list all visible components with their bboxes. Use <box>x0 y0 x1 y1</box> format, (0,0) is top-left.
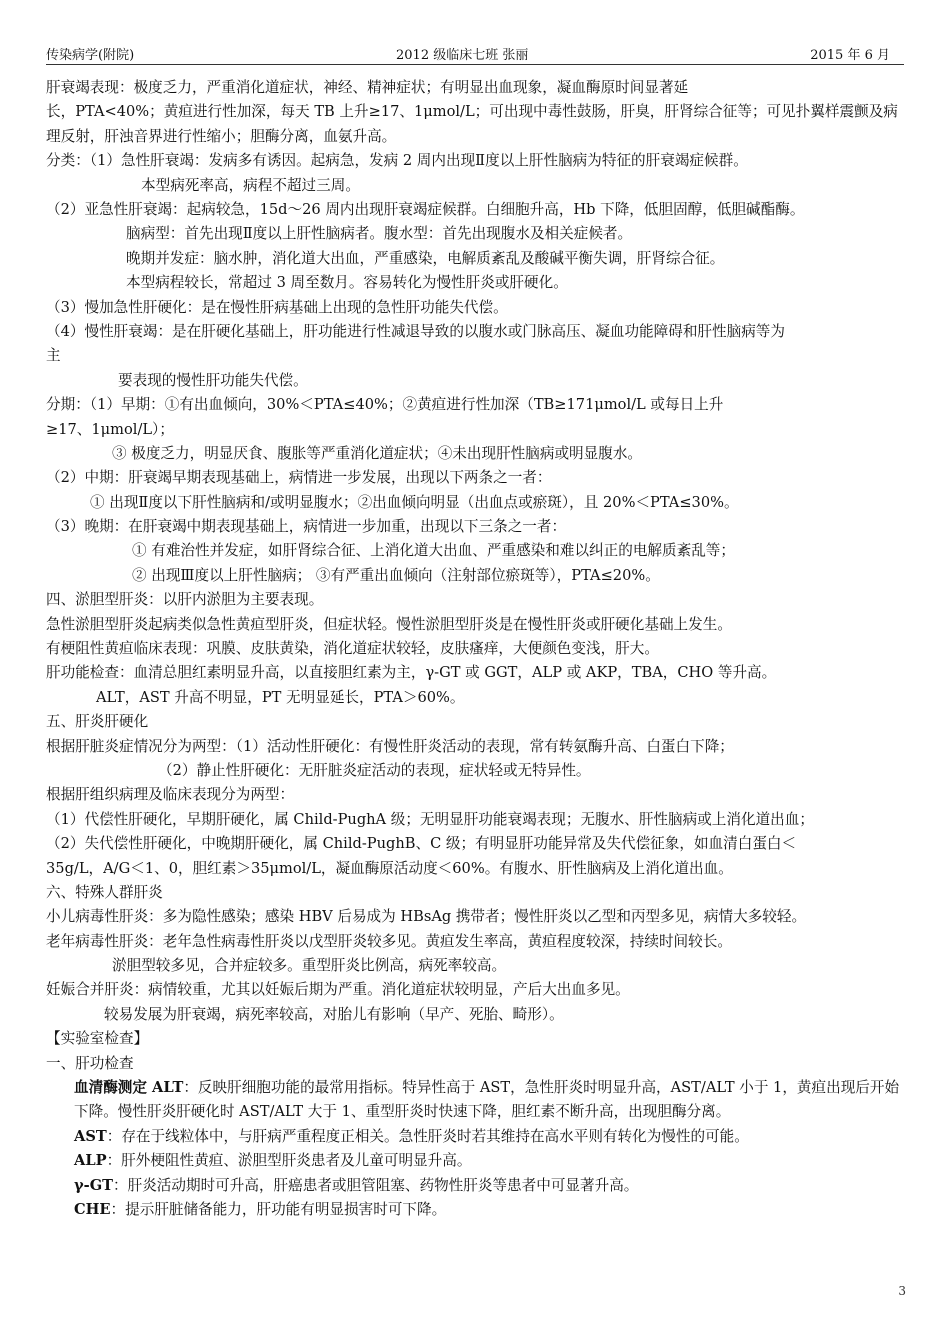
text-line: ③ 极度乏力，明显厌食、腹胀等严重消化道症状；④未出现肝性脑病或明显腹水。 <box>112 444 643 462</box>
text-line: （2）中期：肝衰竭早期表现基础上，病情进一步发展，出现以下两条之一者： <box>46 469 552 487</box>
text-line: （2）静止性肝硬化：无肝脏炎症活动的表现，症状轻或无特异性。 <box>158 761 591 779</box>
text-line: ① 出现Ⅱ度以下肝性脑病和/或明显腹水；②出血倾向明显（出血点或瘀斑），且 20%＜PTA≤30%。 <box>90 493 739 511</box>
text-line: （2）亚急性肝衰竭：起病较急，15d～26 周内出现肝衰竭症候群。白细胞升高，Hb 下降，低胆固醇，低胆碱酯酶。 <box>46 200 805 218</box>
text-line: ALT，AST 升高不明显，PT 无明显延长，PTA＞60%。 <box>96 688 465 706</box>
text-line: （3）慢加急性肝硬化：是在慢性肝病基础上出现的急性肝功能失代偿。 <box>46 298 508 316</box>
lab-term: AST <box>74 1127 107 1145</box>
text-line: （1）代偿性肝硬化，早期肝硬化，属 Child-PughA 级；无明显肝功能衰竭表现；无腹水、肝性脑病或上消化道出血； <box>46 810 814 828</box>
text-line: 肝功能检查：血清总胆红素明显升高，以直接胆红素为主，γ-GT 或 GGT，ALP 或 AKP，TBA，CHO 等升高。 <box>46 664 777 682</box>
text-line: 小儿病毒性肝炎：多为隐性感染；感染 HBV 后易成为 HBsAg 携带者；慢性肝炎以乙型和丙型多见，病情大多较轻。 <box>46 908 807 926</box>
text-line: 有梗阻性黄疸临床表现：巩膜、皮肤黄染，消化道症状较轻，皮肤瘙痒，大便颜色变浅，肝大。 <box>46 640 659 658</box>
header-date: 2015 年 6 月 <box>810 48 890 63</box>
document-body <box>46 76 908 1222</box>
text-line: 长，PTA<40%；黄疸进行性加深，每天 TB 上升≥17、1μmol/L；可出现中毒性鼓肠，肝臭，肝肾综合征等；可见扑翼样震颤及病理反射，肝浊音界进行性缩小；胆酶分离，血氨升高。 <box>46 103 898 145</box>
lab-term: γ-GT <box>74 1176 114 1194</box>
text-line: 一、肝功检查 <box>46 1054 134 1072</box>
text-line: 根据肝组织病理及临床表现分为两型： <box>46 786 295 804</box>
lab-description: ：提示肝脏储备能力，肝功能有明显损害时可下降。 <box>110 1201 447 1219</box>
text-line: 35g/L，A/G＜1、0，胆红素＞35μmol/L，凝血酶原活动度＜60%。有腹水、肝性脑病及上消化道出血。 <box>46 859 733 877</box>
text-line: 老年病毒性肝炎：老年急性病毒性肝炎以戊型肝炎较多见。黄疸发生率高，黄疸程度较深，持续时间较长。 <box>46 932 732 950</box>
text-line: 五、肝炎肝硬化 <box>46 713 149 731</box>
text-line: 脑病型：首先出现Ⅱ度以上肝性脑病者。腹水型：首先出现腹水及相关症候者。 <box>126 225 633 243</box>
lab-item <box>46 1198 908 1222</box>
text-line: 晚期并发症：脑水肿，消化道大出血，严重感染，电解质紊乱及酸碱平衡失调，肝肾综合征。 <box>126 249 725 267</box>
text-line: 根据肝脏炎症情况分为两型：（1）活动性肝硬化：有慢性肝炎活动的表现，常有转氨酶升高、白蛋白下降； <box>46 737 734 755</box>
lab-description: ：肝炎活动期时可升高，肝癌患者或胆管阻塞、药物性肝炎等患者中可显著升高。 <box>113 1176 639 1194</box>
page-number: 3 <box>898 1284 906 1298</box>
text-line: ≥17、1μmol/L）； <box>46 420 174 438</box>
text-line: （3）晚期：在肝衰竭中期表现基础上，病情进一步加重，出现以下三条之一者： <box>46 518 567 536</box>
text-line: 淤胆型较多见，合并症较多。重型肝炎比例高，病死率较高。 <box>112 957 507 975</box>
text-line: 本型病死率高，病程不超过三周。 <box>141 176 360 194</box>
header-course: 传染病学(附院) <box>46 48 135 63</box>
text-line: 【实验室检查】 <box>46 1030 149 1048</box>
lab-item <box>46 1149 908 1173</box>
text-line: 要表现的慢性肝功能失代偿。 <box>118 371 308 389</box>
page-header <box>46 44 904 65</box>
lab-description: ：反映肝细胞功能的最常用指标。特异性高于 AST，急性肝炎时明显升高，AST/ALT 小于 1，黄疸出现后开始下降。慢性肝炎肝硬化时 AST/ALT 大于 1、重型肝炎时快速下降，胆红素不断升高，出现胆酶分离。 <box>74 1079 900 1121</box>
text-line: 肝衰竭表现：极度乏力，严重消化道症状，神经、精神症状；有明显出血现象，凝血酶原时间显著延 <box>46 79 689 96</box>
lab-description: ：存在于线粒体中，与肝病严重程度正相关。急性肝炎时若其维持在高水平则有转化为慢性的可能。 <box>106 1127 749 1145</box>
lab-item <box>46 1174 908 1198</box>
text-line: ② 出现Ⅲ度以上肝性脑病； ③有严重出血倾向（注射部位瘀斑等），PTA≤20%。 <box>132 566 660 584</box>
lab-term: ALP <box>74 1152 107 1170</box>
text-line: 本型病程较长，常超过 3 周至数月。容易转化为慢性肝炎或肝硬化。 <box>126 274 568 292</box>
text-line: 六、特殊人群肝炎 <box>46 883 163 901</box>
text-line: 主 <box>46 347 61 365</box>
header-class-author: 2012 级临床七班 张丽 <box>396 48 529 63</box>
lab-term: CHE <box>74 1201 111 1219</box>
text-line: 急性淤胆型肝炎起病类似急性黄疸型肝炎，但症状轻。慢性淤胆型肝炎是在慢性肝炎或肝硬化基础上发生。 <box>46 615 732 633</box>
text-line: （4）慢性肝衰竭：是在肝硬化基础上，肝功能进行性减退导致的以腹水或门脉高压、凝血功能障碍和肝性脑病等为 <box>46 322 785 340</box>
lab-term: 血清酶测定 ALT <box>74 1079 184 1097</box>
text-line: 妊娠合并肝炎：病情较重，尤其以妊娠后期为严重。消化道症状较明显，产后大出血多见。 <box>46 981 630 999</box>
text-line: 较易发展为肝衰竭，病死率较高，对胎儿有影响（早产、死胎、畸形）。 <box>104 1005 564 1023</box>
text-line: ① 有难治性并发症，如肝肾综合征、上消化道大出血、严重感染和难以纠正的电解质紊乱等； <box>132 542 735 560</box>
lab-item <box>46 1125 908 1149</box>
text-line: 分期：（1）早期：①有出血倾向，30%＜PTA≤40%；②黄疸进行性加深（TB≥171μmol/L 或每日上升 <box>46 396 724 414</box>
text-line: 分类：（1）急性肝衰竭：发病多有诱因。起病急，发病 2 周内出现Ⅱ度以上肝性脑病为特征的肝衰竭症候群。 <box>46 152 748 170</box>
lab-description: ：肝外梗阻性黄疸、淤胆型肝炎患者及儿童可明显升高。 <box>106 1152 472 1170</box>
lab-item <box>46 1076 908 1125</box>
text-line: （2）失代偿性肝硬化，中晚期肝硬化，属 Child-PughB、C 级；有明显肝功能异常及失代偿征象，如血清白蛋白＜ <box>46 835 797 853</box>
text-line: 四、淤胆型肝炎：以肝内淤胆为主要表现。 <box>46 591 324 609</box>
